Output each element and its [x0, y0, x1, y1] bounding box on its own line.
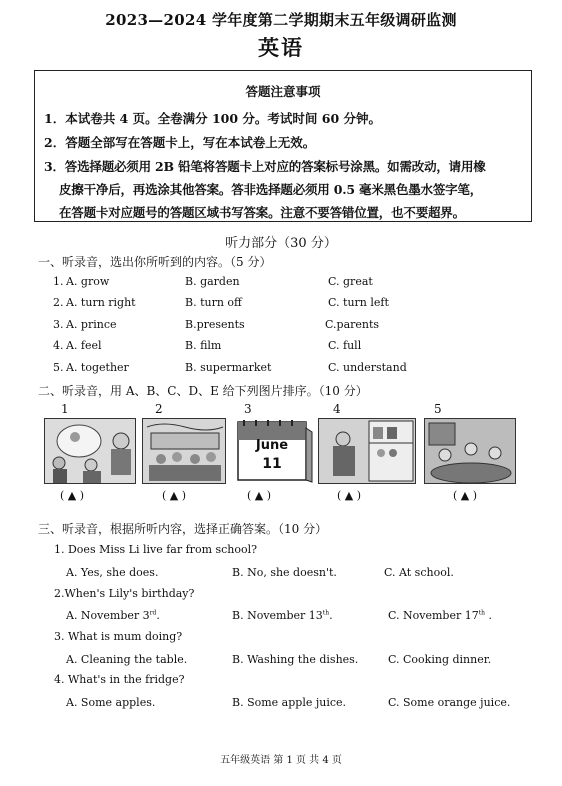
item-number: 3. — [53, 318, 64, 331]
question-text: 3. What is mum doing? — [54, 630, 183, 643]
option-c — [388, 609, 492, 622]
option-c-suffix: th — [478, 609, 486, 617]
question-text: 4. What's in the fridge? — [54, 673, 185, 686]
option-a: A. together — [66, 361, 129, 374]
option-c: C. Some orange juice. — [388, 696, 511, 709]
picture-5-family-dinner — [424, 418, 516, 484]
listening-heading: 听力部分（30 分） — [225, 236, 337, 251]
notice-line-4: 皮擦干净后，再选涂其他答案。答非选择题必须用 0.5 毫米黑色墨水签字笔， — [59, 182, 483, 197]
answer-blank-4: ( ▲ ) — [337, 489, 362, 502]
option-a: A. prince — [66, 318, 117, 331]
option-b: B. Washing the dishes. — [232, 653, 359, 666]
answer-blank-5: ( ▲ ) — [453, 489, 478, 502]
option-b: B. turn off — [185, 296, 242, 309]
option-c: C. great — [328, 275, 373, 288]
picture-number-1: 1 — [61, 402, 69, 416]
option-b: B. No, she doesn't. — [232, 566, 337, 579]
option-a: A. grow — [66, 275, 110, 288]
option-b: B. supermarket — [185, 361, 272, 374]
option-a-suffix: rd — [149, 609, 157, 617]
item-number: 2. — [53, 296, 64, 309]
question-text: 1. Does Miss Li live far from school? — [54, 543, 258, 556]
option-a-text: A. November 3 — [66, 609, 150, 622]
picture-3-calendar — [232, 418, 314, 484]
option-a: A. Yes, she does. — [66, 566, 159, 579]
option-a-end: . — [156, 609, 160, 622]
question-text: 2.When's Lily's birthday? — [54, 587, 195, 600]
picture-number-5: 5 — [434, 402, 442, 416]
option-c: C.parents — [325, 318, 380, 331]
part2-title: 二、听录音，用 A、B、C、D、E 给下列图片排序。（10 分） — [38, 384, 368, 398]
option-c-end: . — [485, 609, 493, 622]
option-a: A. Cleaning the table. — [66, 653, 188, 666]
option-b: B. Some apple juice. — [232, 696, 347, 709]
picture-4-fridge — [318, 418, 416, 484]
picture-2-classroom — [142, 418, 226, 484]
option-c: C. understand — [328, 361, 407, 374]
calendar-day: 11 — [262, 456, 282, 472]
option-a: A. turn right — [66, 296, 136, 309]
option-b-end: . — [329, 609, 333, 622]
exam-title: 2023—2024 学年度第二学期期末五年级调研监测 — [105, 11, 457, 29]
option-c-text: C. November 17 — [388, 609, 479, 622]
option-c: C. full — [328, 339, 362, 352]
option-b: B.presents — [185, 318, 245, 331]
exam-subject: 英语 — [258, 35, 304, 60]
item-number: 5. — [53, 361, 64, 374]
page-footer: 五年级英语 第 1 页 共 4 页 — [220, 755, 342, 766]
answer-blank-2: ( ▲ ) — [162, 489, 187, 502]
item-number: 4. — [53, 339, 64, 352]
option-b — [232, 609, 333, 622]
option-c: C. turn left — [328, 296, 389, 309]
calendar-month: June — [255, 438, 289, 453]
option-a: A. feel — [66, 339, 102, 352]
picture-number-4: 4 — [333, 402, 341, 416]
notice-box — [34, 70, 532, 222]
notice-title: 答题注意事项 — [245, 84, 321, 99]
option-b: B. garden — [185, 275, 240, 288]
notice-line-5: 在答题卡对应题号的答题区域书写答案。注意不要答错位置，也不要超界。 — [59, 205, 465, 220]
picture-number-2: 2 — [155, 402, 163, 416]
option-c: C. At school. — [384, 566, 454, 579]
option-b-suffix: th — [322, 609, 330, 617]
option-b: B. film — [185, 339, 222, 352]
picture-number-3: 3 — [244, 402, 252, 416]
part1-title: 一、听录音，选出你所听到的内容。（5 分） — [38, 255, 272, 269]
option-a: A. Some apples. — [66, 696, 156, 709]
item-number: 1. — [53, 275, 64, 288]
option-a — [66, 609, 160, 622]
notice-line-1: 1．本试卷共 4 页。全卷满分 100 分。考试时间 60 分钟。 — [44, 111, 381, 126]
notice-line-3: 3．答选择题必须用 2B 铅笔将答题卡上对应的答案标号涂黑。如需改动，请用橡 — [44, 159, 486, 174]
option-b-text: B. November 13 — [232, 609, 323, 622]
option-c: C. Cooking dinner. — [388, 653, 492, 666]
answer-blank-3: ( ▲ ) — [247, 489, 272, 502]
part3-title: 三、听录音，根据所听内容，选择正确答案。（10 分） — [38, 522, 328, 536]
picture-1-family-talking — [44, 418, 136, 484]
answer-blank-1: ( ▲ ) — [60, 489, 85, 502]
notice-line-2: 2．答题全部写在答题卡上，写在本试卷上无效。 — [44, 135, 316, 150]
